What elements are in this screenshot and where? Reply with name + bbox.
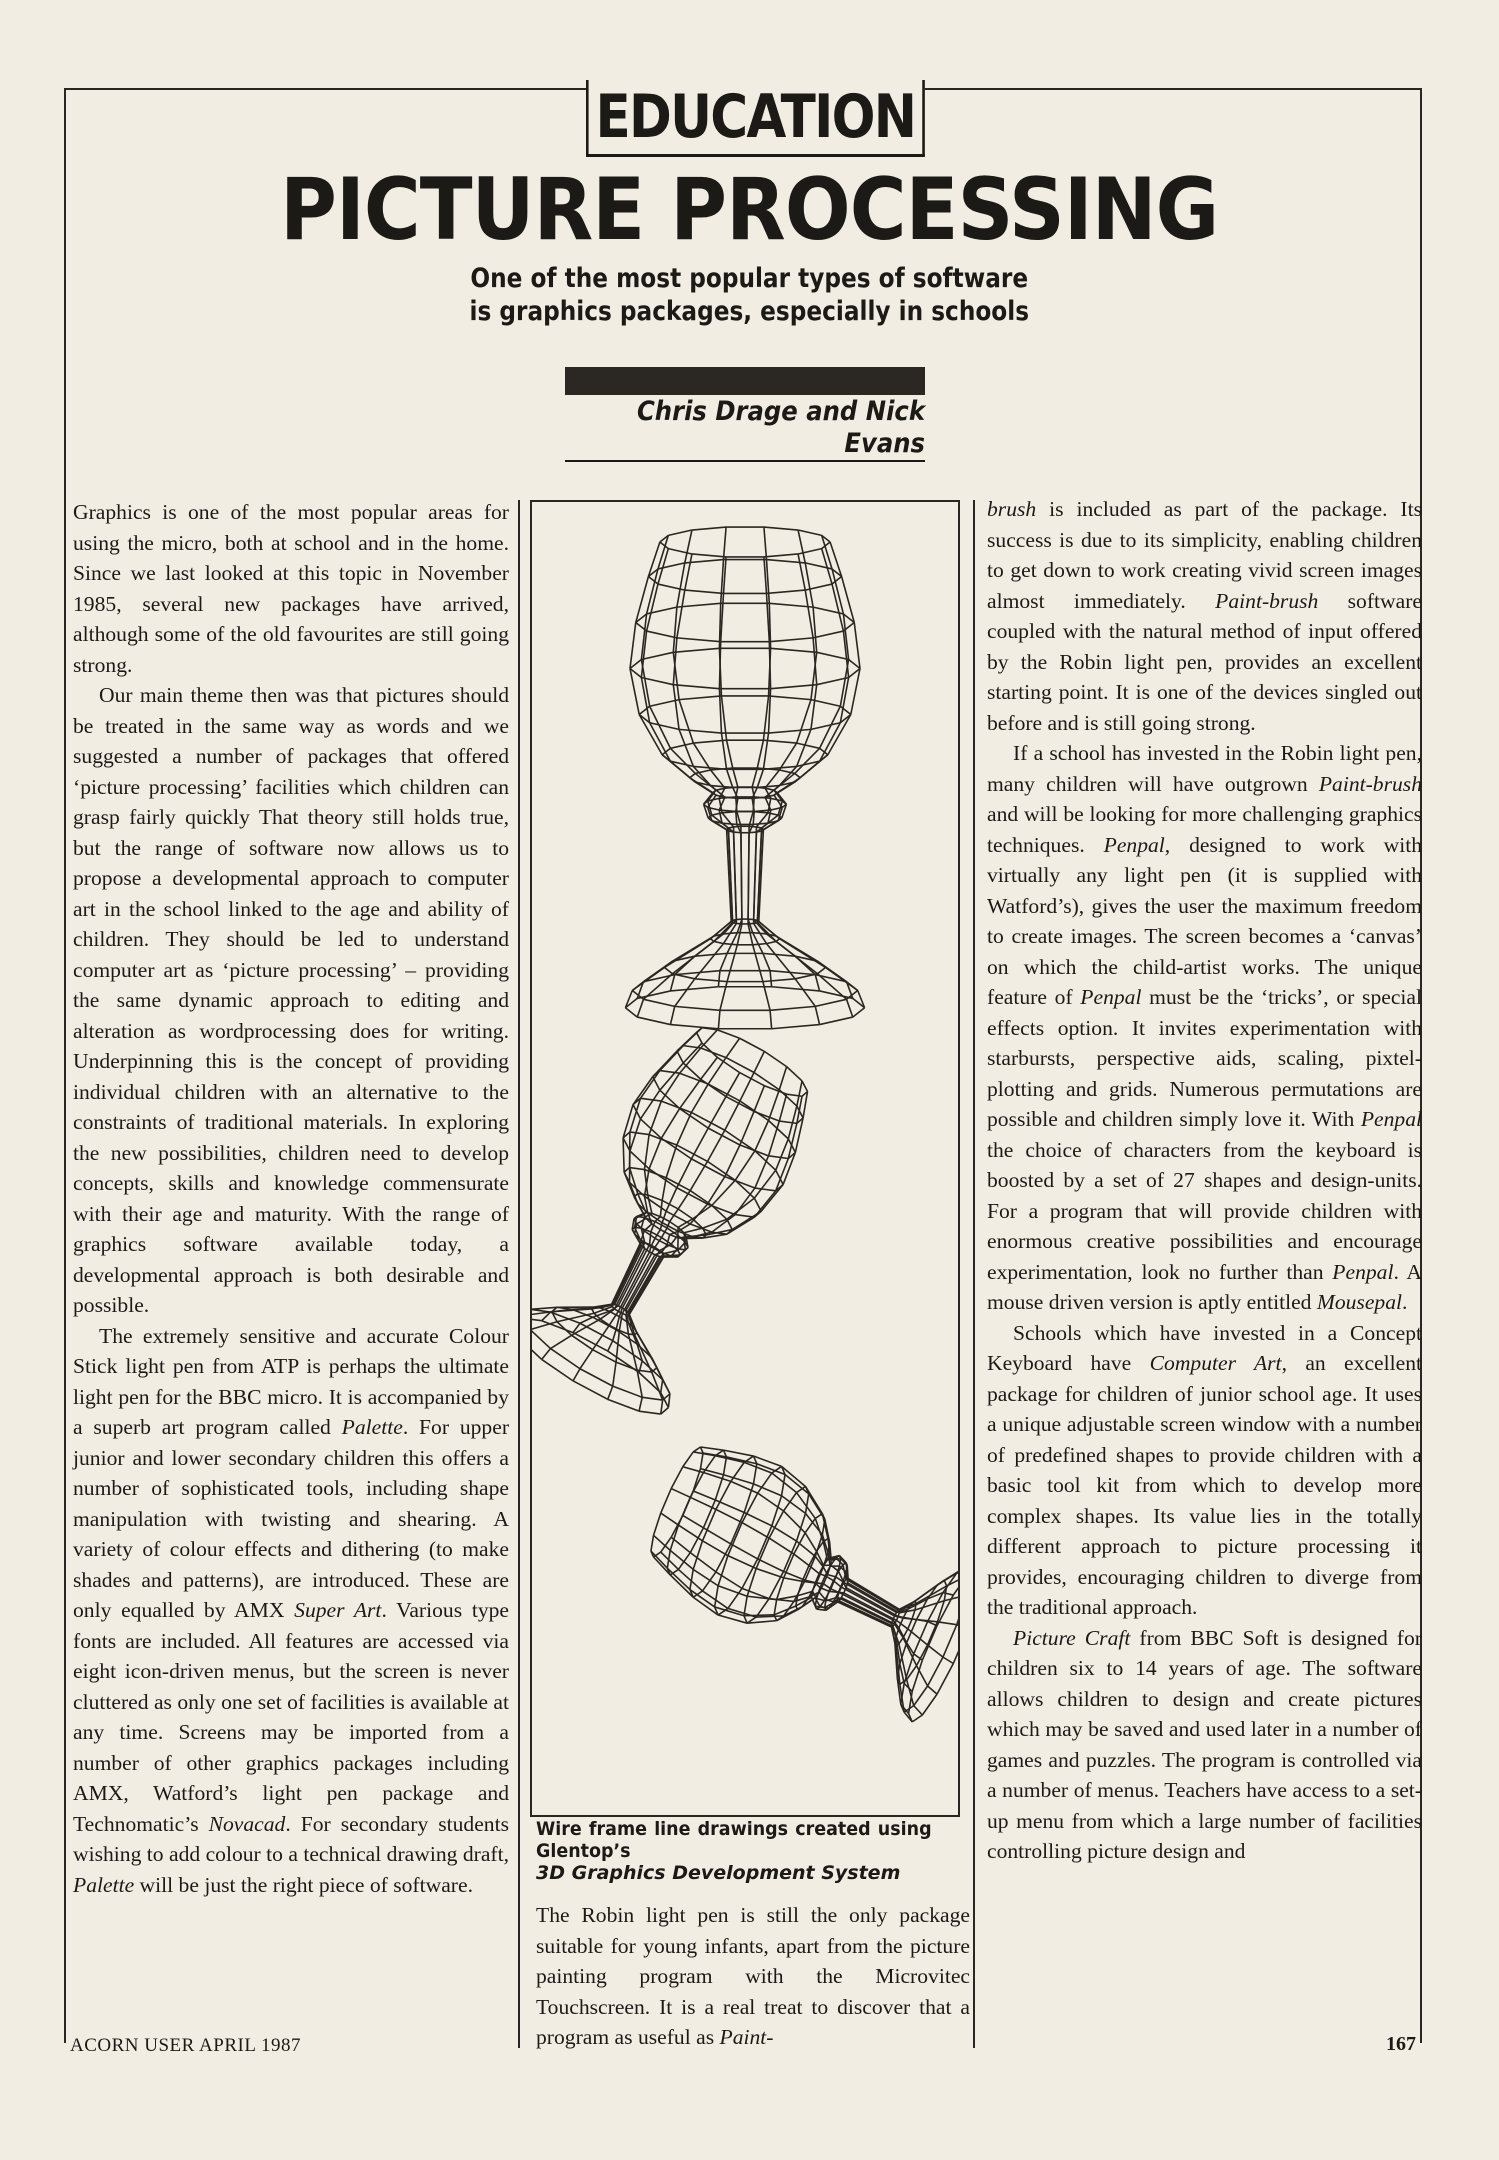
page-title: PICTURE PROCESSING xyxy=(280,160,1219,260)
paragraph: Picture Craft from BBC Soft is designed for children six to 14 years of age. The software allows children to design and create pictures which may be saved and used later in a number of games and puzzles. The program is controlled via a number of menus. Teachers have access to a set-up menu from which a large number of facilities controlling picture design and xyxy=(987,1625,1422,1863)
standfirst xyxy=(0,262,1499,328)
paragraph: Graphics is one of the most popular areas for using the micro, both at school and in the home. Since we last looked at this topic in November 1985, several new packages have arrived, although some of the old favourites are still going strong. xyxy=(73,500,509,677)
section-tag: EDUCATION xyxy=(586,80,925,157)
column-rule xyxy=(518,500,520,2048)
paragraph: If a school has invested in the Robin light pen, many children will have outgrown Paint-brush and will be looking for more challenging graphics techniques. Penpal, designed to work with virtually any light pen (it is supplied with Watford’s), gives the user the maximum freedom to create images. The screen becomes a ‘canvas’ on which the child-artist works. The unique feature of Penpal must be the ‘tricks’, or special effects option. It invites experimentation with starbursts, perspective aids, scaling, pixtel-plotting and grids. Numerous permutations are possible and children simply love it. With Penpal the choice of characters from the keyboard is boosted by a set of 27 shapes and design-units. For a program that will provide children with enormous creative possibilities and encourage experimentation, look no further than Penpal. A mouse driven version is aptly entitled Mousepal. xyxy=(987,741,1423,1314)
article-column-2 xyxy=(536,1900,970,2053)
article-column-1 xyxy=(73,497,509,1900)
byline: Chris Drage and Nick Evans xyxy=(565,396,925,462)
article-column-3 xyxy=(987,494,1422,1867)
page-number: 167 xyxy=(1386,2033,1416,2055)
paragraph: Schools which have invested in a Concept Keyboard have Computer Art, an excellent package for children of junior school age. It uses a unique adjustable screen window with a number of predefined shapes to provide children with a basic tool kit from which to develop more complex shapes. Its value lies in the totally different approach to picture processing it provides, encouraging children to diverge from the traditional approach. xyxy=(987,1320,1422,1619)
byline-bar xyxy=(565,367,925,395)
column-rule xyxy=(973,500,975,2048)
paragraph: The Robin light pen is still the only package suitable for young infants, apart from the picture painting program with the Microvitec Touchscreen. It is a real treat to discover that a program as useful as Paint- xyxy=(536,1903,970,2049)
paragraph: Our main theme then was that pictures should be treated in the same way as words and we suggested a number of packages that offered ‘picture processing’ facilities which children can grasp fairly quickly That theory still holds true, but the range of software now allows us to propose a developmental approach to computer art in the school linked to the age and ability of children. They should be led to understand computer art as ‘picture processing’ – providing the same dynamic approach to editing and alteration as wordprocessing does for writing. Underpinning this is the concept of providing individual children with an alternative to the constraints of traditional materials. In exploring the new possibilities, children need to develop concepts, skills and knowledge commensurate with their age and maturity. With the range of graphics software available today, a developmental approach is both desirable and possible. xyxy=(73,683,509,1317)
footer-magazine: ACORN USER APRIL 1987 xyxy=(70,2035,301,2056)
paragraph: The extremely sensitive and accurate Colour Stick light pen from ATP is perhaps the ultimate light pen for the BBC micro. It is accompanied by a superb art program called Palette. For upper junior and lower secondary children this offers a number of sophisticated tools, including shape manipulation with twisting and shearing. A variety of colour effects and dithering (to make shades and patterns), are introduced. These are only equalled by AMX Super Art. Various type fonts are included. All features are accessed via eight icon-driven menus, but the screen is never cluttered as only one set of facilities is available at any time. Screens may be imported from a number of other graphics packages including AMX, Watford’s light pen package and Technomatic’s Novacad. For secondary students wishing to add colour to a technical drawing draft, Palette will be just the right piece of software. xyxy=(73,1323,510,1897)
standfirst-line-2: is graphics packages, especially in schools xyxy=(469,296,1030,327)
page-frame-left xyxy=(64,88,66,2043)
figure-box xyxy=(530,500,960,1817)
figure-caption: Wire frame line drawings created using Glentop’s3D Graphics Development System xyxy=(536,1818,932,1884)
paragraph: brush is included as part of the package. Its success is due to its simplicity, enabling children to get down to work creating vivid screen images almost immediately. Paint-brush software coupled with the natural method of input offered by the Robin light pen, provides an excellent starting point. It is one of the devices singled out before and is still going strong. xyxy=(987,497,1422,735)
wireframe-illustration xyxy=(532,502,958,1815)
standfirst-line-1: One of the most popular types of software xyxy=(470,263,1029,294)
